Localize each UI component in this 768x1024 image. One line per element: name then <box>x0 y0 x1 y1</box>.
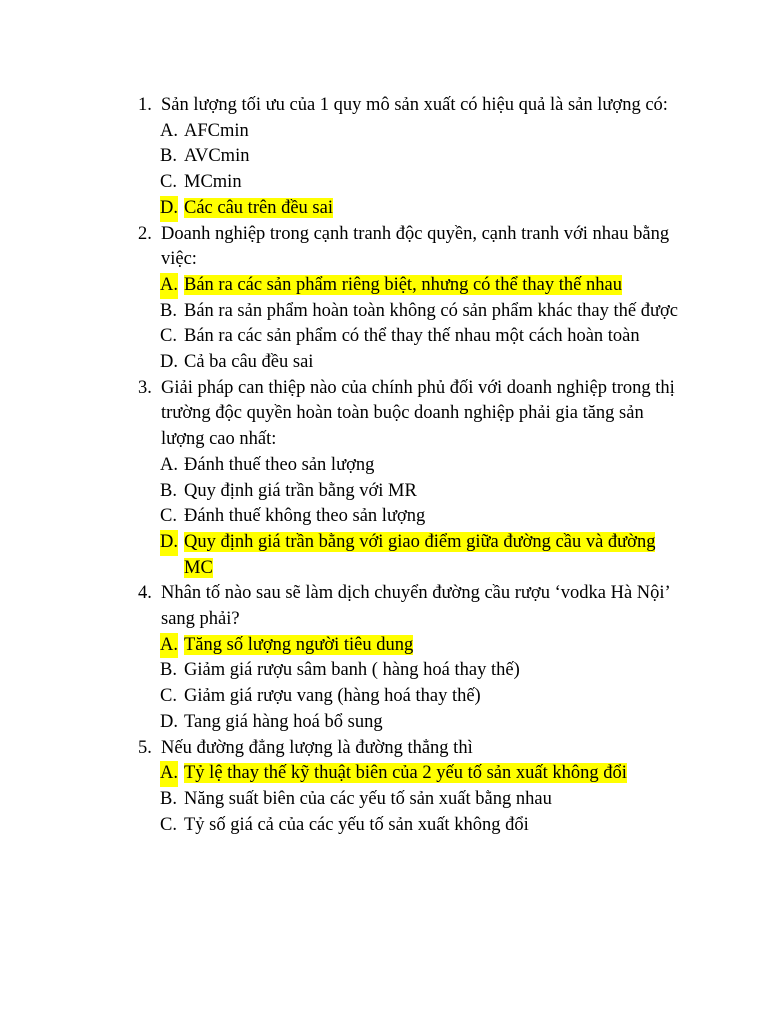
option-letter: D. <box>160 711 178 732</box>
option-letter: C. <box>160 326 177 347</box>
question-3 <box>0 376 681 453</box>
answer-option-highlighted <box>0 530 678 581</box>
option-letter: C. <box>160 506 177 527</box>
option-text: Quy định giá trần bằng với giao điểm giữa đường cầu và đường MC <box>184 531 656 578</box>
answer-option <box>0 453 678 479</box>
option-text: Giảm giá rượu sâm banh ( hàng hoá thay thế) <box>184 660 520 681</box>
answer-option <box>0 170 678 196</box>
question-number: 2. <box>138 223 152 244</box>
option-text: AVCmin <box>184 146 250 167</box>
answer-option <box>0 119 678 145</box>
question-2 <box>0 222 681 273</box>
answer-option-highlighted <box>0 761 678 787</box>
option-text: Các câu trên đều sai <box>184 197 333 218</box>
answer-option <box>0 504 678 530</box>
option-text: Tỷ lệ thay thế kỹ thuật biên của 2 yếu tố sản xuất không đổi <box>184 763 627 784</box>
option-text: MCmin <box>184 172 242 193</box>
option-letter: A. <box>160 120 178 141</box>
question-4 <box>0 581 681 632</box>
option-letter: A. <box>160 273 178 299</box>
option-text: Năng suất biên của các yếu tố sản xuất bằng nhau <box>184 788 552 809</box>
option-letter: A. <box>160 454 178 475</box>
question-number: 3. <box>138 377 152 398</box>
option-text: Bán ra các sản phẩm riêng biệt, nhưng có thể thay thế nhau <box>184 274 622 295</box>
option-text: Đánh thuế không theo sản lượng <box>184 506 426 527</box>
option-text: Tỷ số giá cả của các yếu tố sản xuất không đổi <box>184 814 529 835</box>
question-number: 4. <box>138 583 152 604</box>
option-letter: B. <box>160 300 177 321</box>
answer-option <box>0 324 678 350</box>
answer-option-highlighted <box>0 273 678 299</box>
option-letter: A. <box>160 633 178 659</box>
option-text: Quy định giá trần bằng với MR <box>184 480 417 501</box>
option-text: Tang giá hàng hoá bổ sung <box>184 711 383 732</box>
answer-option <box>0 684 678 710</box>
answer-option <box>0 144 678 170</box>
question-text: Nhân tố nào sau sẽ làm dịch chuyển đường cầu rượu ‘vodka Hà Nội’ sang phải? <box>161 583 670 630</box>
question-text: Nếu đường đẳng lượng là đường thẳng thì <box>161 737 473 758</box>
answer-option <box>0 479 678 505</box>
option-letter: B. <box>160 660 177 681</box>
document-page <box>0 93 768 838</box>
option-text: Cả ba câu đều sai <box>184 352 314 373</box>
answer-option-highlighted <box>0 633 678 659</box>
answer-option-highlighted <box>0 196 678 222</box>
option-letter: A. <box>160 761 178 787</box>
option-letter: C. <box>160 172 177 193</box>
answer-option <box>0 350 678 376</box>
question-5 <box>0 736 681 762</box>
option-text: AFCmin <box>184 120 249 141</box>
option-text: Giảm giá rượu vang (hàng hoá thay thế) <box>184 686 481 707</box>
option-text: Tăng số lượng người tiêu dung <box>184 634 414 655</box>
question-text: Doanh nghiệp trong cạnh tranh độc quyền, cạnh tranh với nhau bằng việc: <box>161 223 670 270</box>
option-letter: B. <box>160 788 177 809</box>
option-letter: C. <box>160 814 177 835</box>
option-text: Bán ra sản phẩm hoàn toàn không có sản phẩm khác thay thế được <box>184 300 678 321</box>
option-letter: D. <box>160 196 178 222</box>
answer-option <box>0 710 678 736</box>
option-letter: D. <box>160 352 178 373</box>
answer-option <box>0 787 678 813</box>
question-number: 5. <box>138 737 152 758</box>
answer-option <box>0 299 678 325</box>
question-text: Sản lượng tối ưu của 1 quy mô sản xuất có hiệu quả là sản lượng có: <box>161 95 668 115</box>
option-letter: D. <box>160 530 178 556</box>
option-letter: B. <box>160 146 177 167</box>
question-1 <box>0 93 681 119</box>
option-text: Đánh thuế theo sản lượng <box>184 454 375 475</box>
option-letter: B. <box>160 480 177 501</box>
question-number: 1. <box>138 95 152 115</box>
option-letter: C. <box>160 686 177 707</box>
answer-option <box>0 813 678 839</box>
answer-option <box>0 658 678 684</box>
option-text: Bán ra các sản phẩm có thể thay thế nhau một cách hoàn toàn <box>184 326 640 347</box>
question-text: Giải pháp can thiệp nào của chính phủ đối với doanh nghiệp trong thị trường độc quyền hoàn toàn buộc doanh nghiệp phải gia tăng sản lượng cao nhất: <box>161 377 675 450</box>
